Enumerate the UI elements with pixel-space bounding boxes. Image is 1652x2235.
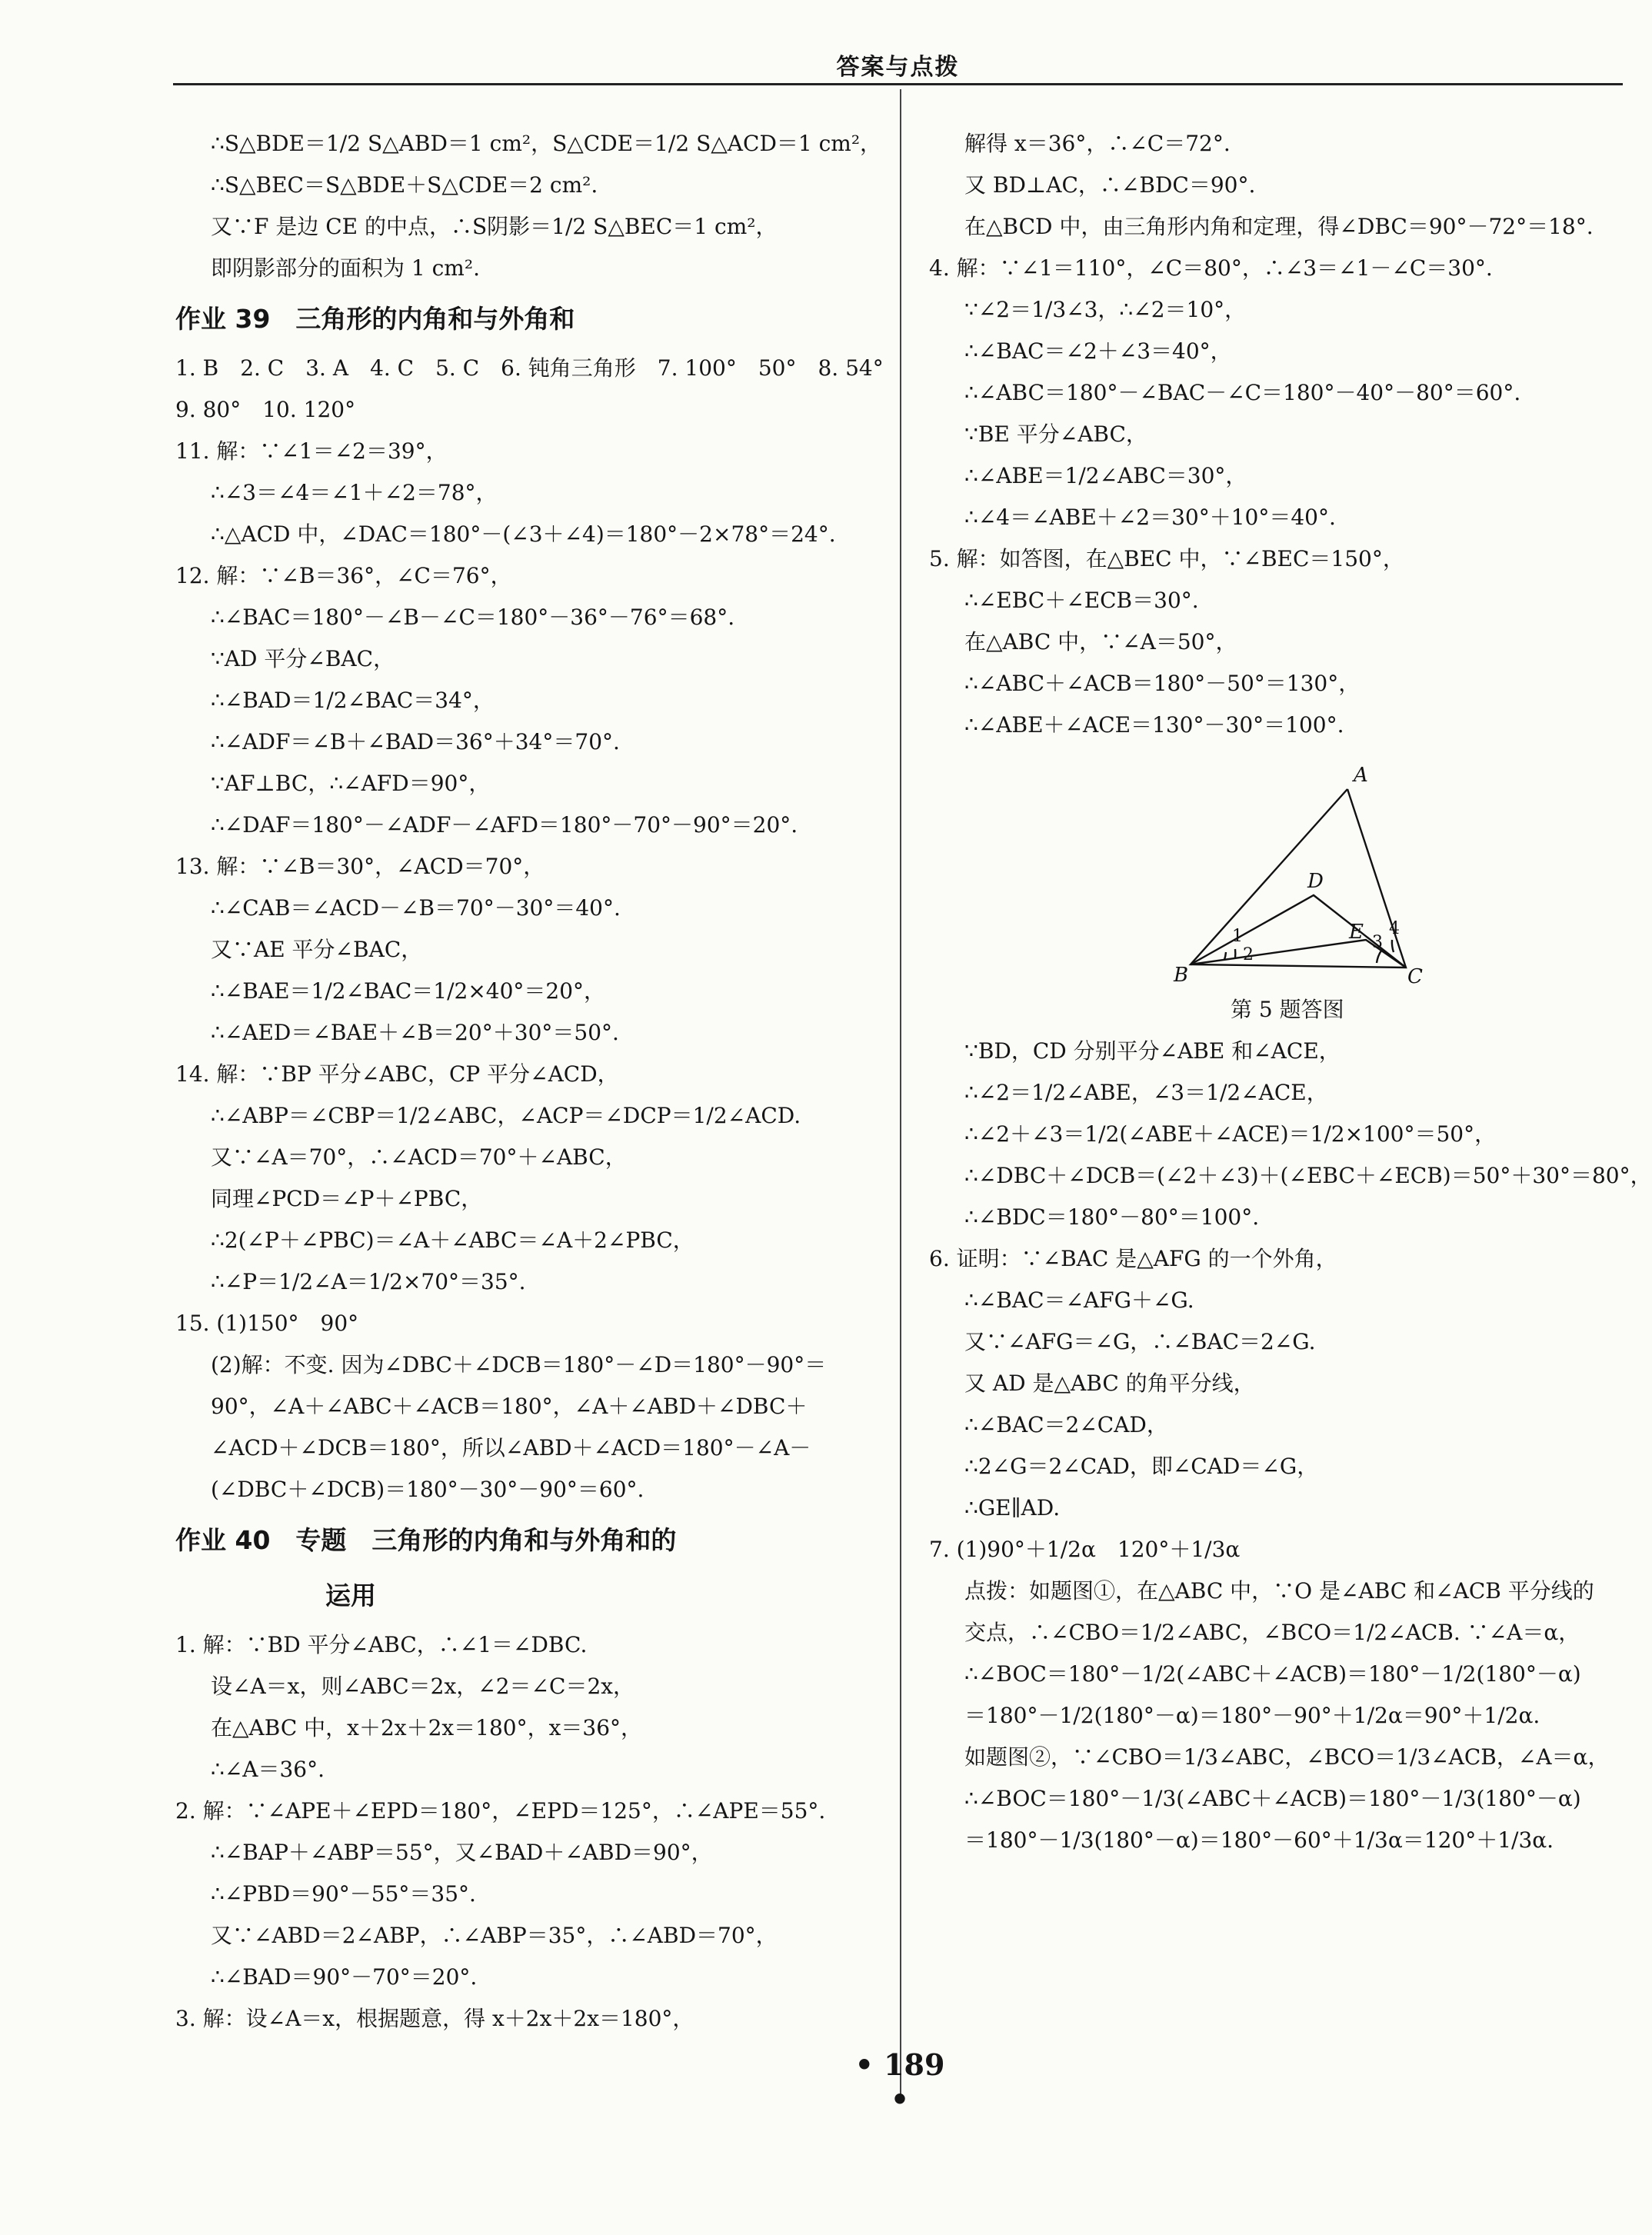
- text-line: ∴∠BOC＝180°－1/3(∠ABC＋∠ACB)＝180°－1/3(180°－α): [964, 1786, 1581, 1811]
- text-line: 在△ABC 中，x＋2x＋2x＝180°，x＝36°，: [211, 1715, 643, 1740]
- triangle-bdc-lines: [1191, 895, 1406, 968]
- text-line: 90°，∠A＋∠ABC＋∠ACB＝180°，∠A＋∠ABD＋∠DBC＋: [211, 1394, 808, 1419]
- section-heading: 作业 39 三角形的内角和与外角和: [175, 304, 575, 334]
- section-heading-continued: 运用: [325, 1580, 376, 1610]
- text-line: ∴∠AED＝∠BAE＋∠B＝20°＋30°＝50°.: [211, 1020, 619, 1045]
- angle-arc-4: [1392, 940, 1394, 952]
- text-line: 在△BCD 中，由三角形内角和定理，得∠DBC＝90°－72°＝18°.: [964, 214, 1594, 239]
- text-line: ∠ACD＋∠DCB＝180°，所以∠ABD＋∠ACD＝180°－∠A－: [211, 1435, 811, 1461]
- text-line: ＝180°－1/2(180°－α)＝180°－90°＋1/2α＝90°＋1/2α.: [964, 1703, 1540, 1728]
- text-line: ∴∠BAD＝90°－70°＝20°.: [211, 1964, 478, 1990]
- figure-caption: 第 5 题答图: [1231, 997, 1344, 1022]
- question-line: 1. 解：∵BD 平分∠ABC，∴∠1＝∠DBC.: [175, 1632, 588, 1657]
- text-line: ∴S△BDE＝1/2 S△ABD＝1 cm²，S△CDE＝1/2 S△ACD＝1 cm²，: [211, 131, 882, 156]
- question-line: 6. 证明：∵∠BAC 是△AFG 的一个外角，: [929, 1246, 1337, 1271]
- text-line: ∴∠BAE＝1/2∠BAC＝1/2×40°＝20°，: [211, 978, 606, 1004]
- answer-line: 9. 80° 10. 120°: [175, 397, 356, 422]
- text-line: ∴∠P＝1/2∠A＝1/2×70°＝35°.: [211, 1269, 526, 1294]
- question-line: 13. 解：∵∠B＝30°，∠ACD＝70°，: [175, 854, 545, 879]
- text-line: 同理∠PCD＝∠P＋∠PBC，: [211, 1186, 483, 1211]
- left-column: [175, 123, 884, 2040]
- text-line: 解得 x＝36°，∴∠C＝72°.: [964, 131, 1231, 156]
- text-line: ∴∠BDC＝180°－80°＝100°.: [964, 1204, 1260, 1230]
- vertex-label-e: E: [1349, 921, 1364, 944]
- text-line: ∴∠ADF＝∠B＋∠BAD＝36°＋34°＝70°.: [211, 729, 620, 754]
- angle-arc-3: [1377, 951, 1381, 963]
- text-line: (2)解：不变. 因为∠DBC＋∠DCB＝180°－∠D＝180°－90°＝: [211, 1352, 827, 1377]
- question-line: 11. 解：∵∠1＝∠2＝39°，: [175, 438, 448, 464]
- triangle-figure: [1175, 758, 1421, 989]
- vertex-label-b: B: [1174, 964, 1189, 987]
- text-line: ∴∠A＝36°.: [211, 1757, 325, 1782]
- text-line: ∴△ACD 中，∠DAC＝180°－(∠3＋∠4)＝180°－2×78°＝24°.: [211, 521, 836, 547]
- angle-label-3: 3: [1372, 933, 1383, 952]
- vertex-label-d: D: [1307, 870, 1324, 893]
- text-line: ∴2∠G＝2∠CAD，即∠CAD＝∠G，: [964, 1454, 1319, 1479]
- text-line: ∴∠BOC＝180°－1/2(∠ABC＋∠ACB)＝180°－1/2(180°－α): [964, 1661, 1581, 1687]
- text-line: ∴∠ABE＝1/2∠ABC＝30°，: [964, 463, 1247, 488]
- text-line: 又∵∠AFG＝∠G，∴∠BAC＝2∠G.: [964, 1329, 1316, 1354]
- vertex-label-a: A: [1354, 764, 1368, 787]
- text-line: ∵BE 平分∠ABC，: [964, 421, 1147, 447]
- text-line: 又∵AE 平分∠BAC，: [211, 937, 423, 962]
- text-line: ∵∠2＝1/3∠3，∴∠2＝10°，: [964, 297, 1247, 322]
- page-header-title: 答案与点拨: [836, 54, 960, 81]
- text-line: ∴GE∥AD.: [964, 1495, 1061, 1521]
- question-line: 5. 解：如答图，在△BEC 中，∵∠BEC＝150°，: [929, 546, 1404, 571]
- text-line: 交点，∴∠CBO＝1/2∠ABC，∠BCO＝1/2∠ACB. ∵∠A＝α，: [964, 1620, 1580, 1645]
- text-line: 又 BD⊥AC，∴∠BDC＝90°.: [964, 172, 1256, 198]
- text-line: (∠DBC＋∠DCB)＝180°－30°－90°＝60°.: [211, 1477, 644, 1502]
- text-line: ∴∠DBC＋∠DCB＝(∠2＋∠3)＋(∠EBC＋∠ECB)＝50°＋30°＝80°，: [964, 1163, 1652, 1188]
- text-line: 即阴影部分的面积为 1 cm².: [211, 255, 480, 281]
- text-line: ∴∠CAB＝∠ACD－∠B＝70°－30°＝40°.: [211, 895, 621, 921]
- text-line: 在△ABC 中，∵∠A＝50°，: [964, 629, 1237, 655]
- text-line: ∵BD，CD 分别平分∠ABE 和∠ACE，: [964, 1038, 1341, 1064]
- text-line: ∴∠BAP＋∠ABP＝55°，又∠BAD＋∠ABD＝90°，: [211, 1840, 713, 1865]
- section-heading: 作业 40 专题 三角形的内角和与外角和的: [175, 1525, 677, 1555]
- question-line: 2. 解：∵∠APE＋∠EPD＝180°，∠EPD＝125°，∴∠APE＝55°.: [175, 1798, 826, 1824]
- text-line: ∵AD 平分∠BAC，: [211, 646, 395, 671]
- text-line: 又∵∠ABD＝2∠ABP，∴∠ABP＝35°，∴∠ABD＝70°，: [211, 1923, 778, 1948]
- text-line: ∴∠2＝1/2∠ABE，∠3＝1/2∠ACE，: [964, 1080, 1328, 1105]
- text-line: ∴∠ABE＋∠ACE＝130°－30°＝100°.: [964, 712, 1344, 738]
- hint-line: 点拨：如题图①，在△ABC 中，∵O 是∠ABC 和∠ACB 平分线的: [964, 1578, 1594, 1604]
- text-line: ∴∠BAC＝∠2＋∠3＝40°，: [964, 338, 1232, 364]
- question-line: 14. 解：∵BP 平分∠ABC，CP 平分∠ACD，: [175, 1061, 619, 1087]
- answer-line: 1. B 2. C 3. A 4. C 5. C 6. 钝角三角形 7. 100° 50° 8. 54°: [175, 355, 884, 381]
- text-line: ∴∠PBD＝90°－55°＝35°.: [211, 1881, 476, 1907]
- text-line: ∴∠BAC＝∠AFG＋∠G.: [964, 1287, 1194, 1313]
- text-line: ∴∠3＝∠4＝∠1＋∠2＝78°，: [211, 480, 498, 505]
- angle-label-4: 4: [1389, 919, 1400, 938]
- text-line: ＝180°－1/3(180°－α)＝180°－60°＋1/3α＝120°＋1/3α.: [964, 1827, 1554, 1853]
- right-column: [929, 123, 1652, 1861]
- header-rule: [173, 83, 1623, 85]
- text-line: 设∠A＝x，则∠ABC＝2x，∠2＝∠C＝2x，: [211, 1674, 635, 1699]
- vertex-label-c: C: [1407, 965, 1423, 988]
- text-line: ∴∠BAC＝2∠CAD，: [964, 1412, 1168, 1437]
- text-line: ∴∠4＝∠ABE＋∠2＝30°＋10°＝40°.: [964, 505, 1336, 530]
- question-line: 12. 解：∵∠B＝36°，∠C＝76°，: [175, 563, 512, 588]
- question-line: 15. (1)150° 90°: [175, 1311, 359, 1336]
- page-number: • 189 •: [854, 2047, 945, 2117]
- question-line: 4. 解：∵∠1＝110°，∠C＝80°，∴∠3＝∠1－∠C＝30°.: [929, 255, 1493, 281]
- text-line: 又∵F 是边 CE 的中点，∴S阴影＝1/2 S△BEC＝1 cm²，: [211, 214, 778, 239]
- text-line: ∵AF⊥BC，∴∠AFD＝90°，: [211, 771, 491, 796]
- column-divider: [900, 89, 901, 2100]
- text-line: 又 AD 是△ABC 的角平分线，: [964, 1371, 1255, 1396]
- text-line: ∴∠ABC＋∠ACB＝180°－50°＝130°，: [964, 671, 1361, 696]
- text-line: ∴S△BEC＝S△BDE＋S△CDE＝2 cm².: [211, 172, 598, 198]
- question-line: 3. 解：设∠A＝x，根据题意，得 x＋2x＋2x＝180°，: [175, 2006, 694, 2031]
- text-line: ∴∠BAC＝180°－∠B－∠C＝180°－36°－76°＝68°.: [211, 605, 735, 630]
- text-line: ∴∠EBC＋∠ECB＝30°.: [964, 588, 1199, 613]
- text-line: ∴2(∠P＋∠PBC)＝∠A＋∠ABC＝∠A＋2∠PBC，: [211, 1227, 694, 1253]
- text-line: ∴∠ABP＝∠CBP＝1/2∠ABC，∠ACP＝∠DCP＝1/2∠ACD.: [211, 1103, 801, 1128]
- text-line: ∴∠DAF＝180°－∠ADF－∠AFD＝180°－70°－90°＝20°.: [211, 812, 798, 838]
- text-line: ∴∠BAD＝1/2∠BAC＝34°，: [211, 688, 495, 713]
- angle-label-1: 1: [1232, 927, 1243, 946]
- text-line: ∴∠2＋∠3＝1/2(∠ABE＋∠ACE)＝1/2×100°＝50°，: [964, 1121, 1497, 1147]
- angle-label-2: 2: [1243, 945, 1254, 964]
- question-line: 7. (1)90°＋1/2α 120°＋1/3α: [929, 1537, 1241, 1562]
- text-line: ∴∠ABC＝180°－∠BAC－∠C＝180°－40°－80°＝60°.: [964, 380, 1521, 405]
- text-line: 又∵∠A＝70°，∴∠ACD＝70°＋∠ABC，: [211, 1144, 627, 1170]
- triangle-diagram: [1175, 758, 1421, 989]
- text-line: 如题图②，∵∠CBO＝1/3∠ABC，∠BCO＝1/3∠ACB，∠A＝α，: [964, 1744, 1610, 1770]
